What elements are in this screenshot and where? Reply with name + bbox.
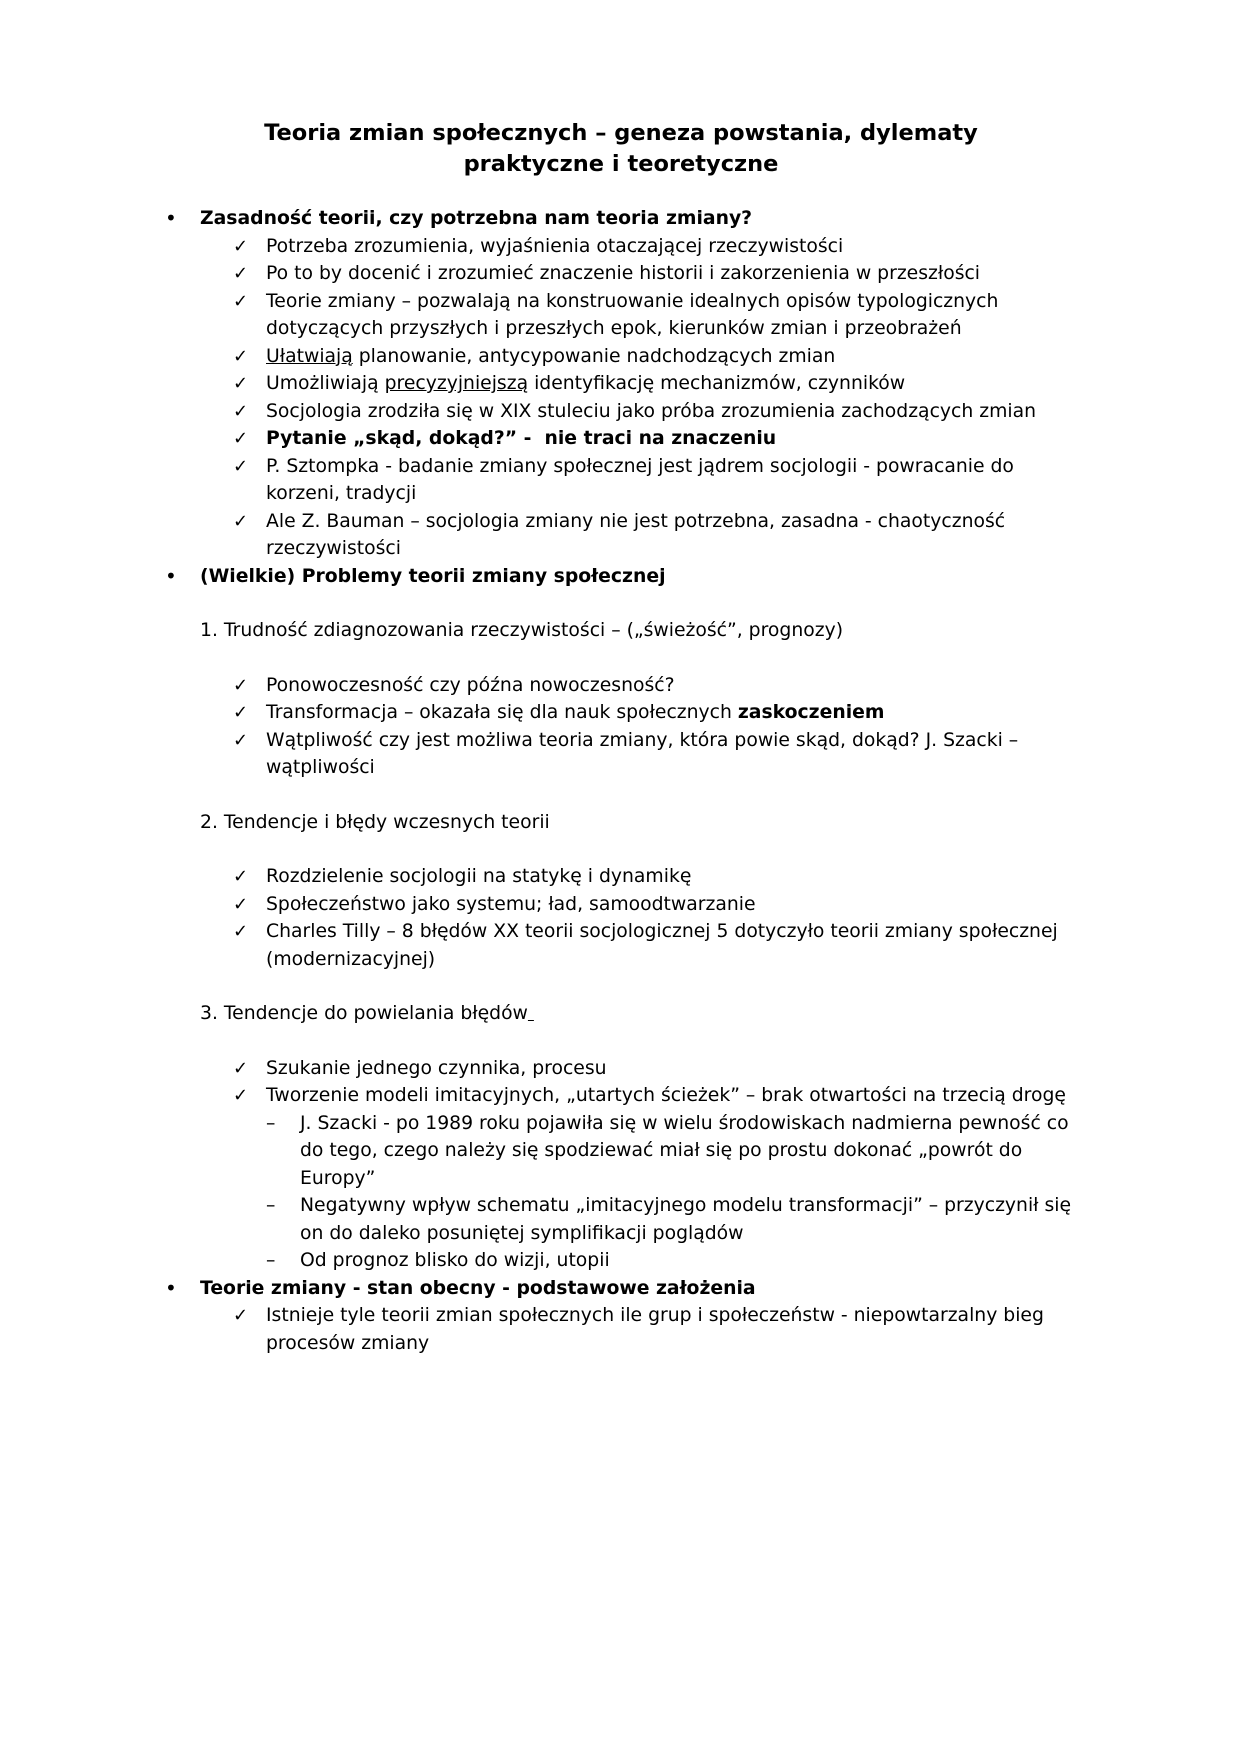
item-text: J. Szacki - po 1989 roku pojawiła się w wielu środowiskach nadmierna pewność co do tego, czego należy się spodziewać miał się po prostu dokonać „powrót do Europy”	[300, 1112, 1075, 1189]
item-text: Tworzenie modeli imitacyjnych, „utartych ścieżek” – brak otwartości na trzecią drogę	[266, 1085, 1066, 1107]
item-text: Charles Tilly – 8 błędów XX teorii socjologicznej 5 dotyczyło teorii zmiany społecznej (modernizacyjnej)	[266, 921, 1064, 970]
item-text: 1. Trudność zdiagnozowania rzeczywistości – („świeżość”, prognozy)	[200, 620, 844, 642]
document-title	[165, 118, 1077, 180]
checkmark-icon: ✓	[233, 1085, 249, 1107]
item-text: P. Sztompka - badanie zmiany społecznej jest jądrem socjologii - powracanie do korzeni, tradycji	[266, 455, 1020, 505]
bullet-item	[165, 205, 1077, 233]
document-body	[165, 205, 1077, 1357]
checkmark-icon: ✓	[233, 1305, 249, 1327]
item-text: (Wielkie) Problemy teorii zmiany społecznej	[200, 565, 666, 587]
dash-marker-icon: –	[266, 1112, 276, 1134]
title-line-2: praktyczne i teoretyczne	[463, 151, 779, 178]
checkmark-icon: ✓	[233, 702, 249, 724]
checkmark-icon: ✓	[233, 1057, 249, 1079]
item-text: Pytanie „skąd, dokąd?” - nie traci na znaczeniu	[266, 428, 777, 450]
sub-item	[165, 1247, 1077, 1275]
item-text: Teorie zmiany - stan obecny - podstawowe założenia	[200, 1277, 756, 1299]
dash-marker-icon: –	[266, 1250, 276, 1272]
check-item	[165, 233, 1077, 261]
bullet-marker-icon: •	[165, 563, 177, 588]
title-line-1: Teoria zmian społecznych – geneza powstania, dylematy	[264, 120, 978, 146]
sub-item	[165, 1110, 1077, 1193]
check-item	[165, 863, 1077, 891]
check-item	[165, 1302, 1077, 1357]
check-item	[165, 699, 1077, 727]
check-item	[165, 343, 1077, 371]
item-text: Ponowoczesność czy późna nowoczesność?	[266, 674, 675, 696]
item-text: Negatywny wpływ schematu „imitacyjnego modelu transformacji” – przyczynił się on do daleko posuniętej symplifikacji poglądów	[300, 1195, 1078, 1244]
check-item	[165, 1055, 1077, 1083]
checkmark-icon: ✓	[233, 290, 249, 312]
check-item	[165, 508, 1077, 563]
checkmark-icon: ✓	[233, 235, 249, 257]
checkmark-icon: ✓	[233, 893, 249, 915]
checkmark-icon: ✓	[233, 373, 249, 395]
checkmark-icon: ✓	[233, 866, 249, 888]
item-text: Wątpliwość czy jest możliwa teoria zmiany, która powie skąd, dokąd? J. Szacki – wątpliwości	[266, 729, 1025, 779]
bullet-item	[165, 563, 1077, 591]
sub-item	[165, 1192, 1077, 1247]
check-item	[165, 370, 1077, 398]
bullet-item	[165, 1275, 1077, 1303]
checkmark-icon: ✓	[233, 729, 249, 751]
checkmark-icon: ✓	[233, 345, 249, 367]
item-text: 2. Tendencje i błędy wczesnych teorii	[200, 811, 550, 833]
checkmark-icon: ✓	[233, 455, 249, 477]
check-item	[165, 1082, 1077, 1110]
bullet-marker-icon: •	[165, 1275, 177, 1300]
item-text: Ułatwiają planowanie, antycypowanie nadchodzących zmian	[266, 345, 836, 367]
item-text: Socjologia zrodziła się w XIX stuleciu jako próba zrozumienia zachodzących zmian	[266, 400, 1036, 422]
checkmark-icon: ✓	[233, 674, 249, 696]
item-text: Zasadność teorii, czy potrzebna nam teoria zmiany?	[200, 208, 753, 230]
check-item	[165, 672, 1077, 700]
check-item	[165, 288, 1077, 343]
item-text: 3. Tendencje do powielania błędów	[200, 1003, 528, 1025]
check-item	[165, 727, 1077, 782]
check-item	[165, 918, 1077, 973]
checkmark-icon: ✓	[233, 428, 249, 450]
numbered-heading	[165, 617, 1077, 645]
item-text: Transformacja – okazała się dla nauk społecznych zaskoczeniem	[266, 702, 885, 724]
checkmark-icon: ✓	[233, 400, 249, 422]
item-text: Szukanie jednego czynnika, procesu	[266, 1057, 607, 1079]
item-text: Potrzeba zrozumienia, wyjaśnienia otaczającej rzeczywistości	[266, 235, 844, 257]
check-item	[165, 453, 1077, 508]
numbered-heading	[165, 1000, 1077, 1028]
check-item	[165, 260, 1077, 288]
item-text: Istnieje tyle teorii zmian społecznych ile grup i społeczeństw - niepowtarzalny bieg procesów zmiany	[266, 1305, 1050, 1354]
item-text: Rozdzielenie socjologii na statykę i dynamikę	[266, 866, 692, 888]
item-text: Społeczeństwo jako systemu; ład, samoodtwarzanie	[266, 893, 756, 915]
checkmark-icon: ✓	[233, 921, 249, 943]
item-text: Po to by docenić i zrozumieć znaczenie historii i zakorzenienia w przeszłości	[266, 263, 981, 285]
check-item	[165, 398, 1077, 426]
bullet-marker-icon: •	[165, 206, 177, 231]
item-text: Teorie zmiany – pozwalają na konstruowanie idealnych opisów typologicznych dotyczących przyszłych i przeszłych epok, kierunków zmian i przeobrażeń	[266, 290, 1005, 340]
check-item	[165, 425, 1077, 453]
checkmark-icon: ✓	[233, 263, 249, 285]
dash-marker-icon: –	[266, 1195, 276, 1217]
item-text: Ale Z. Bauman – socjologia zmiany nie jest potrzebna, zasadna - chaotyczność rzeczywistości	[266, 510, 1012, 560]
checkmark-icon: ✓	[233, 510, 249, 532]
check-item	[165, 891, 1077, 919]
item-text: Od prognoz blisko do wizji, utopii	[300, 1250, 610, 1272]
numbered-heading	[165, 809, 1077, 837]
item-text: Umożliwiają precyzyjniejszą identyfikację mechanizmów, czynników	[266, 373, 906, 395]
